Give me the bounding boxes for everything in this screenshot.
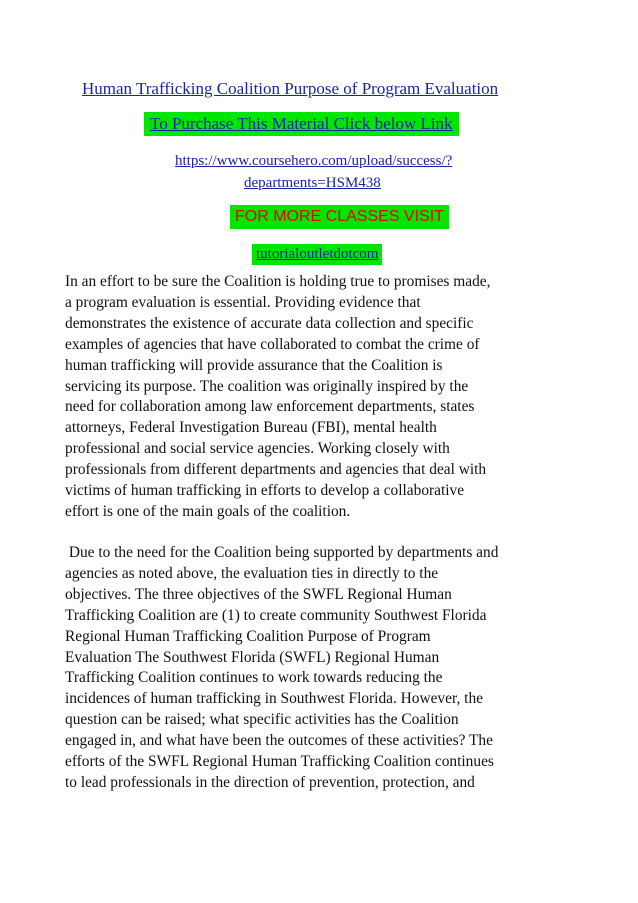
body-paragraph-2 bbox=[65, 543, 575, 794]
paragraph-line: Due to the need for the Coalition being supported by departments and bbox=[65, 544, 499, 561]
paragraph-line: examples of agencies that have collaborated to combat the crime of bbox=[65, 335, 480, 353]
paragraph-line: Regional Human Trafficking Coalition Purpose of Program bbox=[65, 627, 431, 645]
paragraph-line: victims of human trafficking in efforts to develop a collaborative bbox=[65, 482, 465, 500]
paragraph-line: agencies as noted above, the evaluation ties in directly to the bbox=[65, 564, 439, 582]
purchase-url-line1[interactable]: https://www.coursehero.com/upload/success/? bbox=[175, 153, 453, 169]
paragraph-line: professional and social service agencies. Working closely with bbox=[65, 440, 450, 458]
more-classes-banner: FOR MORE CLASSES VISIT bbox=[230, 205, 449, 229]
paragraph-line: servicing its purpose. The coalition was originally inspired by the bbox=[65, 377, 469, 395]
paragraph-line: question can be raised; what specific activities has the Coalition bbox=[65, 711, 459, 729]
paragraph-line: objectives. The three objectives of the SWFL Regional Human bbox=[65, 585, 452, 603]
document-title[interactable]: Human Trafficking Coalition Purpose of Program Evaluation bbox=[82, 79, 499, 98]
paragraph-line: need for collaboration among law enforcement departments, states bbox=[65, 398, 475, 416]
paragraph-line: efforts of the SWFL Regional Human Trafficking Coalition continues bbox=[65, 753, 494, 771]
paragraph-line: attorneys, Federal Investigation Bureau (FBI), mental health bbox=[65, 419, 437, 437]
purchase-url-line2[interactable]: departments=HSM438 bbox=[244, 175, 381, 191]
paragraph-line: incidences of human trafficking in Southwest Florida. However, the bbox=[65, 690, 483, 708]
paragraph-line: demonstrates the existence of accurate data collection and specific bbox=[65, 314, 474, 332]
site-link[interactable]: tutorialoutletdotcom bbox=[252, 244, 382, 265]
paragraph-line: In an effort to be sure the Coalition is holding true to promises made, bbox=[65, 273, 491, 290]
paragraph-line: effort is one of the main goals of the coalition. bbox=[65, 502, 351, 520]
paragraph-line: Trafficking Coalition are (1) to create community Southwest Florida bbox=[65, 606, 487, 624]
paragraph-line: engaged in, and what have been the outcomes of these activities? The bbox=[65, 732, 493, 750]
purchase-link[interactable]: To Purchase This Material Click below Link bbox=[144, 112, 459, 136]
paragraph-line: a program evaluation is essential. Providing evidence that bbox=[65, 293, 421, 311]
paragraph-line: human trafficking will provide assurance that the Coalition is bbox=[65, 356, 443, 374]
paragraph-line: Trafficking Coalition continues to work towards reducing the bbox=[65, 669, 443, 687]
paragraph-line: Evaluation The Southwest Florida (SWFL) Regional Human bbox=[65, 648, 440, 666]
paragraph-line: to lead professionals in the direction of prevention, protection, and bbox=[65, 773, 475, 791]
paragraph-line: professionals from different departments and agencies that deal with bbox=[65, 461, 487, 479]
body-paragraph-1 bbox=[65, 272, 575, 523]
